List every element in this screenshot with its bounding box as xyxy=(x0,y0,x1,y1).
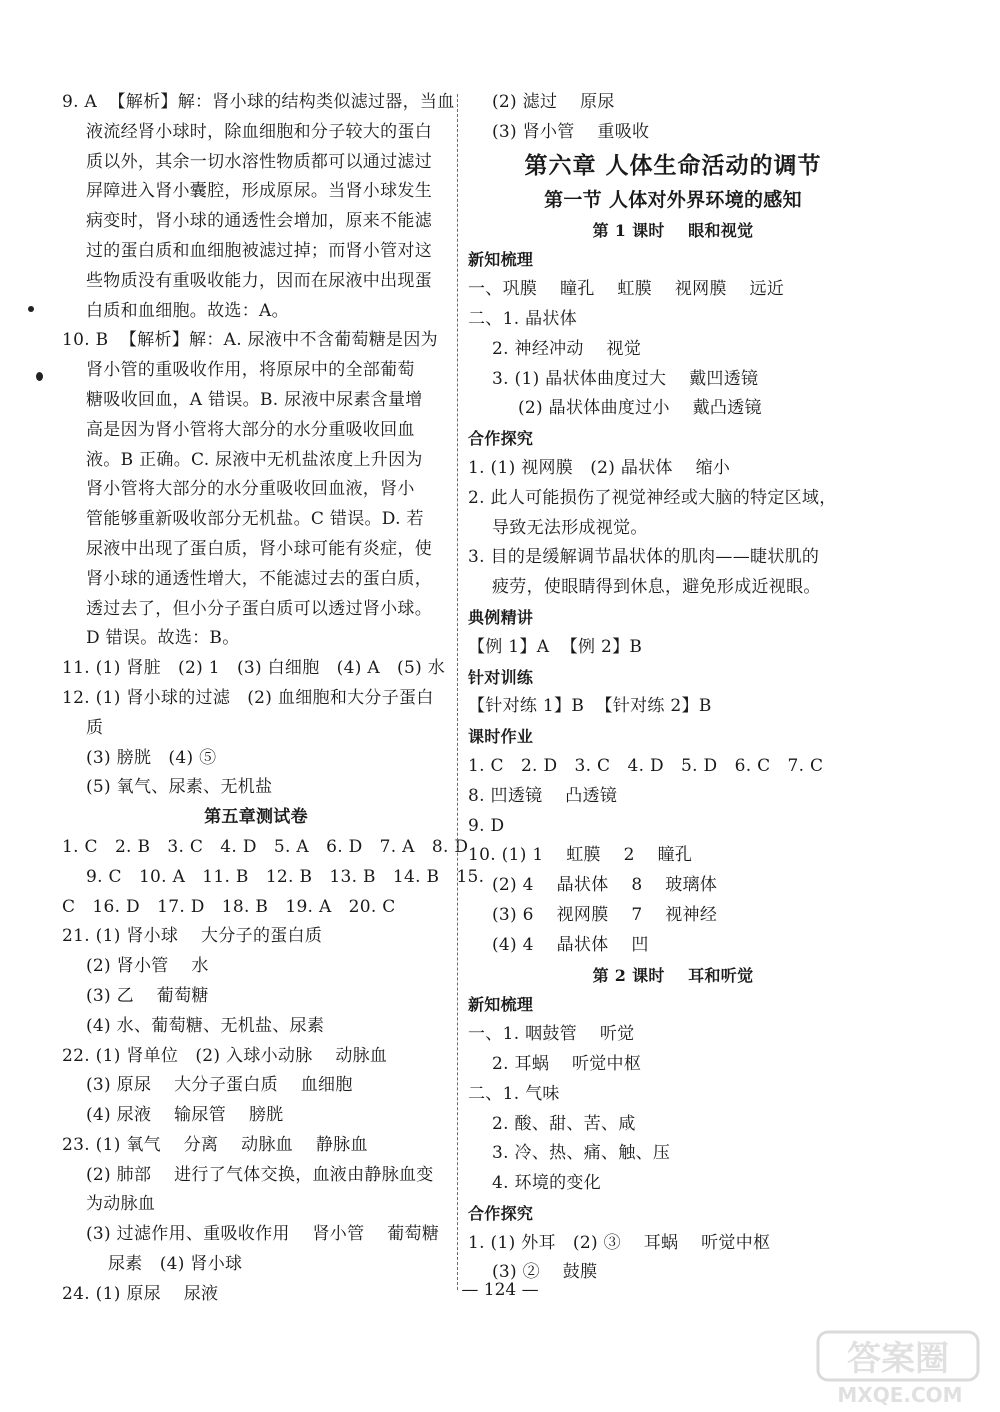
text-line: 液流经肾小球时，除血细胞和分子较大的蛋白 xyxy=(86,121,432,142)
text-line: 些物质没有重吸收能力，因而在尿液中出现蛋 xyxy=(86,270,432,291)
page-number: — 124 — xyxy=(461,1280,539,1300)
text-line: 3. 目的是缓解调节晶状体的肌肉——睫状肌的 xyxy=(468,547,820,568)
text-line: (2) 滤过 原尿 xyxy=(492,92,615,112)
text-line: 10. (1) 1 虹膜 2 瞳孔 xyxy=(468,845,693,866)
text-line: 肾小球的通透性增大，不能滤过去的蛋白质， xyxy=(86,568,432,589)
text-line: 12. (1) 肾小球的过滤 (2) 血细胞和大分子蛋白 xyxy=(62,687,434,708)
text-line: 疲劳，使眼睛得到休息，避免形成近视眼。 xyxy=(492,577,821,598)
text-line: 2. 酸、甜、苦、咸 xyxy=(492,1113,636,1134)
text-line: 质 xyxy=(86,717,104,738)
text-line: (3) 乙 葡萄糖 xyxy=(86,985,209,1006)
text-line: 1. (1) 外耳 (2) ③ 耳蜗 听觉中枢 xyxy=(468,1232,771,1253)
text-line: (3) 原尿 大分子蛋白质 血细胞 xyxy=(86,1075,353,1096)
text-line: 尿素 (4) 肾小球 xyxy=(108,1254,243,1275)
text-line: 10. B 【解析】解：A. 尿液中不含葡萄糖是因为 xyxy=(62,330,438,351)
text-line: 一、1. 咽鼓管 听觉 xyxy=(468,1024,635,1045)
text-line: 【例 1】A 【例 2】B xyxy=(468,636,643,657)
text-line: (2) 晶状体曲度过小 戴凸透镜 xyxy=(518,398,762,419)
text-line: 过的蛋白质和血细胞被滤过掉；而肾小管对这 xyxy=(86,240,432,261)
text-line: 白质和血细胞。故选：A。 xyxy=(86,300,289,321)
text-line: (3) 膀胱 (4) ⑤ xyxy=(86,747,217,768)
text-line: 尿液中出现了蛋白质，肾小球可能有炎症，使 xyxy=(86,538,432,559)
text-line: (3) ② 鼓膜 xyxy=(492,1262,598,1283)
text-line: 1. (1) 视网膜 (2) 晶状体 缩小 xyxy=(468,457,731,478)
watermark-sub-text: MXQE.COM xyxy=(837,1383,963,1407)
text-line: 典例精讲 xyxy=(468,607,534,627)
text-line: D 错误。故选：B。 xyxy=(86,628,240,649)
text-line: 课时作业 xyxy=(468,727,534,747)
text-line: 8. 凹透镜 凸透镜 xyxy=(468,785,618,806)
text-line: 第五章测试卷 xyxy=(204,807,308,828)
text-line: 第 2 课时 耳和听觉 xyxy=(592,965,754,985)
text-line: 11. (1) 肾脏 (2) 1 (3) 白细胞 (4) A (5) 水 xyxy=(62,658,445,679)
text-line: 4. 环境的变化 xyxy=(492,1173,602,1194)
text-line: 合作探究 xyxy=(468,1203,534,1223)
text-line: C 16. D 17. D 18. B 19. A 20. C xyxy=(62,896,396,917)
text-line: 透过去了，但小分子蛋白质可以透过肾小球。 xyxy=(86,598,432,619)
text-line: 屏障进入肾小囊腔，形成原尿。当肾小球发生 xyxy=(86,181,432,202)
text-line: 【针对练 1】B 【针对练 2】B xyxy=(468,696,712,717)
text-line: (2) 肺部 进行了气体交换，血液由静脉血变 xyxy=(86,1164,434,1185)
watermark-logo xyxy=(800,1324,1000,1408)
left-column xyxy=(62,88,485,1310)
text-line: 9. C 10. A 11. B 12. B 13. B 14. B 15. xyxy=(86,866,485,887)
text-line: 二、1. 气味 xyxy=(468,1083,560,1104)
text-line: 针对训练 xyxy=(468,667,534,687)
text-line: 9. A 【解析】解：肾小球的结构类似滤过器，当血 xyxy=(62,92,455,112)
text-line: 为动脉血 xyxy=(86,1194,156,1215)
scan-speck xyxy=(28,306,34,312)
text-line: 1. C 2. D 3. C 4. D 5. D 6. C 7. C xyxy=(468,755,824,776)
text-line: 导致无法形成视觉。 xyxy=(492,517,648,538)
text-line: 2. 此人可能损伤了视觉神经或大脑的特定区域， xyxy=(468,487,837,508)
text-line: 病变时，肾小球的通透性会增加，原来不能滤 xyxy=(86,211,432,232)
text-line: 肾小管将大部分的水分重吸收回血液，肾小 xyxy=(86,479,415,500)
text-line: (4) 4 晶状体 凹 xyxy=(492,934,649,955)
watermark-main-text: 答案圈 xyxy=(847,1339,949,1379)
text-line: 1. C 2. B 3. C 4. D 5. A 6. D 7. A 8. D xyxy=(62,836,469,857)
scan-speck xyxy=(36,372,43,381)
text-line: 24. (1) 原尿 尿液 xyxy=(62,1283,219,1304)
text-line: 3. (1) 晶状体曲度过大 戴凹透镜 xyxy=(492,368,759,389)
text-line: 21. (1) 肾小球 大分子的蛋白质 xyxy=(62,926,323,947)
text-line: (3) 6 视网膜 7 视神经 xyxy=(492,904,718,925)
text-line: 二、1. 晶状体 xyxy=(468,308,578,329)
text-line: 质以外，其余一切水溶性物质都可以通过滤过 xyxy=(86,151,432,172)
text-line: 糖吸收回血，A 错误。B. 尿液中尿素含量增 xyxy=(86,389,423,410)
text-line: (2) 肾小管 水 xyxy=(86,956,209,977)
right-column xyxy=(468,88,878,1288)
text-line: 9. D xyxy=(468,815,505,836)
text-line: 第六章 人体生命活动的调节 xyxy=(524,151,822,179)
text-line: 高是因为肾小管将大部分的水分重吸收回血 xyxy=(86,419,415,440)
text-line: 肾小管的重吸收作用，将原尿中的全部葡萄 xyxy=(86,360,415,381)
watermark-icon xyxy=(800,1324,1000,1408)
text-line: (5) 氧气、尿素、无机盐 xyxy=(86,777,273,798)
text-line: (4) 水、葡萄糖、无机盐、尿素 xyxy=(86,1015,325,1036)
text-line: (3) 肾小管 重吸收 xyxy=(492,121,650,142)
text-line: (4) 尿液 输尿管 膀胱 xyxy=(86,1105,284,1126)
text-line: 3. 冷、热、痛、触、压 xyxy=(492,1143,671,1164)
text-line: 新知梳理 xyxy=(468,250,534,270)
text-line: (2) 4 晶状体 8 玻璃体 xyxy=(492,875,718,896)
text-line: 液。B 正确。C. 尿液中无机盐浓度上升因为 xyxy=(86,449,423,470)
text-line: 第 1 课时 眼和视觉 xyxy=(592,220,754,240)
text-line: 新知梳理 xyxy=(468,995,534,1015)
column-divider xyxy=(457,94,458,1290)
text-line: 一、巩膜 瞳孔 虹膜 视网膜 远近 xyxy=(468,279,785,300)
text-line: 第一节 人体对外界环境的感知 xyxy=(544,188,802,211)
text-line: 22. (1) 肾单位 (2) 入球小动脉 动脉血 xyxy=(62,1045,388,1066)
text-line: 23. (1) 氧气 分离 动脉血 静脉血 xyxy=(62,1134,368,1155)
text-line: 2. 耳蜗 听觉中枢 xyxy=(492,1053,642,1074)
text-line: 管能够重新吸收部分无机盐。C 错误。D. 若 xyxy=(86,509,424,530)
text-line: 合作探究 xyxy=(468,429,534,449)
text-line: 2. 神经冲动 视觉 xyxy=(492,338,642,359)
text-line: (3) 过滤作用、重吸收作用 肾小管 葡萄糖 xyxy=(86,1224,440,1245)
